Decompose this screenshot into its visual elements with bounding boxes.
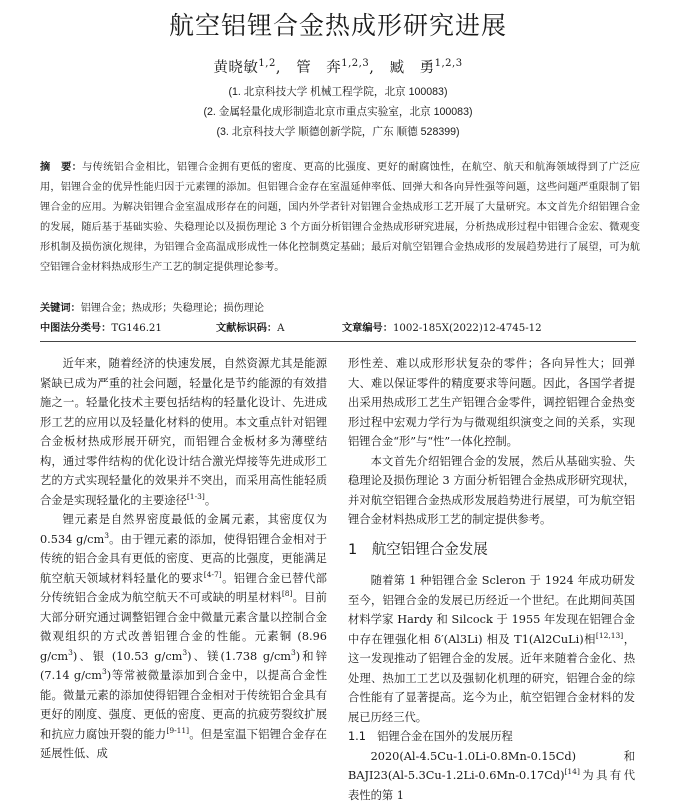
section-heading: 1 航空铝锂合金发展 bbox=[348, 541, 488, 558]
citation: [1-3] bbox=[186, 491, 205, 501]
abstract-label: 摘 要： bbox=[40, 162, 83, 173]
superscript: 3 bbox=[182, 647, 188, 657]
paragraph-text: ，这一发现推动了铝锂合金的发展。近年来随着合金化、热处理、热加工工艺以及强韧化机理的研究，铝锂合金的综合性能有了显著提高。迄今为止，航空铝锂合金材料的发展已历经三代。 bbox=[348, 632, 635, 724]
left-column bbox=[40, 354, 327, 764]
clc-code: TG146.21 bbox=[111, 323, 162, 334]
paragraph-text: 。铝锂合金已替代部分传统铝合金成为航空航天不可或缺的明星材料 bbox=[40, 571, 327, 604]
paragraph: 形性差、难以成形形状复杂的零件；各向异性大；回弹大、难以保证零件的精度要求等问题。因此，各国学者提出采用热成形工艺生产铝锂合金零件，调控铝锂合金热变形过程中宏观力学行为与微观组织演变之间的关系，实现铝锂合金“形”与“性”一体化控制。 bbox=[348, 357, 635, 448]
superscript: 3 bbox=[68, 647, 73, 657]
classification-line bbox=[40, 319, 640, 334]
superscript: 3 bbox=[291, 647, 296, 657]
author-name: 臧 勇 bbox=[389, 60, 435, 76]
paragraph-text: 锂元素是自然界密度最低的金属元素，其密度仅为 0.534 g/cm bbox=[40, 513, 327, 546]
paragraph bbox=[40, 354, 327, 510]
paragraph-text: 。 bbox=[204, 493, 217, 507]
citation: [14] bbox=[564, 767, 580, 777]
keywords bbox=[40, 299, 640, 314]
paragraph-text: )、镁(1.738 g/cm bbox=[187, 649, 291, 663]
subsection-heading: 1.1 铝锂合金在国外的发展历程 bbox=[348, 730, 513, 743]
affiliation: (3. 北京科技大学 顺德创新学院，广东 顺德 528399) bbox=[216, 126, 460, 138]
paragraph-text: 。由于锂元素的添加，使得铝锂合金相对于传统的铝合金具有更低的密度、更高的比强度，更能满足航空航天领域材料轻量化的要求 bbox=[40, 532, 327, 585]
paragraph-text: 为具有代表性的第 1 bbox=[348, 769, 635, 802]
citation: [12,13] bbox=[595, 630, 624, 640]
author-affil-marker: 1,2,3 bbox=[341, 58, 370, 70]
author-separator: , bbox=[275, 60, 281, 76]
author-line bbox=[0, 56, 676, 77]
keywords-text: 铝锂合金；热成形；失稳理论；损伤理论 bbox=[80, 303, 265, 314]
paragraph-text: 2020(Al-4.5Cu-1.0Li-0.8Mn-0.15Cd) 和 BAJI23(Al-5.3Cu-1.2Li-0.6Mn-0.17Cd) bbox=[348, 749, 647, 782]
paragraph bbox=[348, 571, 635, 727]
superscript: 3 bbox=[104, 530, 109, 540]
author-separator: , bbox=[369, 60, 375, 76]
citation: [8] bbox=[281, 589, 293, 599]
paragraph-text: 近年来，随着经济的快速发展，自然资源尤其是能源紧缺已成为严重的社会问题，轻量化是节约能源的有效措施之一。轻量化技术主要包括结构的轻量化设计、先进成形工艺的应用以及轻量化材料的使用。本文重点针对铝锂合金板材热成形展开研究，而铝锂合金板材多为薄壁结构，通过零件结构的优化设计结合激光焊接等先进成形工艺的方式实现轻量化的效果并不突出，而采用高性能轻质合金是实现轻量化的主要途径 bbox=[40, 357, 327, 507]
article-number: 1002-185X(2022)12-4745-12 bbox=[392, 323, 542, 334]
paragraph-text: 。目前大部分研究通过调整铝锂合金中微量元素含量以控制合金微观组织的方式改善铝锂合金的性能。元素铜 (8.96 g/cm bbox=[40, 591, 327, 663]
affiliation: (1. 北京科技大学 机械工程学院，北京 100083) bbox=[228, 86, 448, 98]
author-name: 黄晓敏 bbox=[213, 60, 259, 76]
paper-title: 航空铝锂合金热成形研究进展 bbox=[168, 11, 507, 40]
citation: [4-7] bbox=[203, 569, 222, 579]
affiliation: (2. 金属轻量化成形制造北京市重点实验室，北京 100083) bbox=[203, 106, 473, 118]
clc-label: 中图法分类号： bbox=[40, 323, 112, 334]
paragraph-text: 随着第 1 种铝锂合金 Scleron 于 1924 年成功研发至今，铝锂合金的发展已历经近一个世纪。在此期间英国材料学家 Hardy 和 Silcock 于 1955 年发现在铝锂合金中存在锂强化相 δ′(Al3Li) 相及 T1(Al2CuLi)相 bbox=[348, 574, 635, 646]
doc-code-label: 文献标识码： bbox=[216, 323, 278, 334]
article-number-label: 文章编号： bbox=[342, 323, 393, 334]
paragraph: 本文首先介绍铝锂合金的发展，然后从基础实验、失稳理论及损伤理论 3 方面分析铝锂合金热成形研究现状，并对航空铝锂合金热成形发展趋势进行展望，可为航空铝锂合金材料热成形工艺的制定提供参考。 bbox=[348, 454, 635, 526]
abstract-text: 与传统铝合金相比，铝锂合金拥有更低的密度、更高的比强度、更好的耐腐蚀性，在航空、航天和航海领域得到了广泛应用，铝锂合金的优异性能归因于元素锂的添加。但铝锂合金存在室温延伸率低、回弹大和各向异性强等问题，这些问题严重限制了铝锂合金的应用。为解决铝锂合金室温成形存在的问题，国内外学者针对铝锂合金热成形工艺开展了大量研究。本文首先介绍铝锂合金的发展，随后基于基础实验、失稳理论以及损伤理论 3 个方面分析铝锂合金热成形研究进展，分析热成形过程中铝锂合金宏、微观变形机制及损伤演化规律，为铝锂合金高温成形成性一体化控制奠定基础；最后对航空铝锂合金热成形的发展趋势进行了展望，可为航空铝锂合金材料热成形生产工艺的制定提供理论参考。 bbox=[40, 162, 641, 274]
divider bbox=[40, 341, 636, 342]
paragraph-text: )、银 (10.53 g/cm bbox=[72, 649, 183, 663]
citation: [9-11] bbox=[166, 725, 190, 735]
paragraph bbox=[40, 510, 327, 764]
author-name: 管 奔 bbox=[296, 60, 342, 76]
paragraph-text: 。但是室温下铝锂合金存在延展性低、成 bbox=[40, 727, 327, 760]
paragraph-text: )和锌 (7.14 g/cm bbox=[40, 649, 327, 682]
right-column bbox=[348, 354, 647, 805]
keywords-label: 关键词： bbox=[40, 303, 81, 314]
abstract bbox=[40, 158, 640, 279]
superscript: 3 bbox=[101, 667, 107, 677]
paragraph-text: )等常被微量添加到合金中，以提高合金性能。微量元素的添加使得铝锂合金相对于传统铝合金具有更好的刚度、强度、更低的密度、更高的抗疲劳裂纹扩展和抗应力腐蚀开裂的能力 bbox=[40, 669, 327, 741]
author-affil-marker: 1,2 bbox=[258, 58, 276, 70]
doc-code: A bbox=[277, 323, 285, 334]
author-affil-marker: 1,2,3 bbox=[434, 58, 463, 70]
paragraph bbox=[348, 747, 647, 806]
